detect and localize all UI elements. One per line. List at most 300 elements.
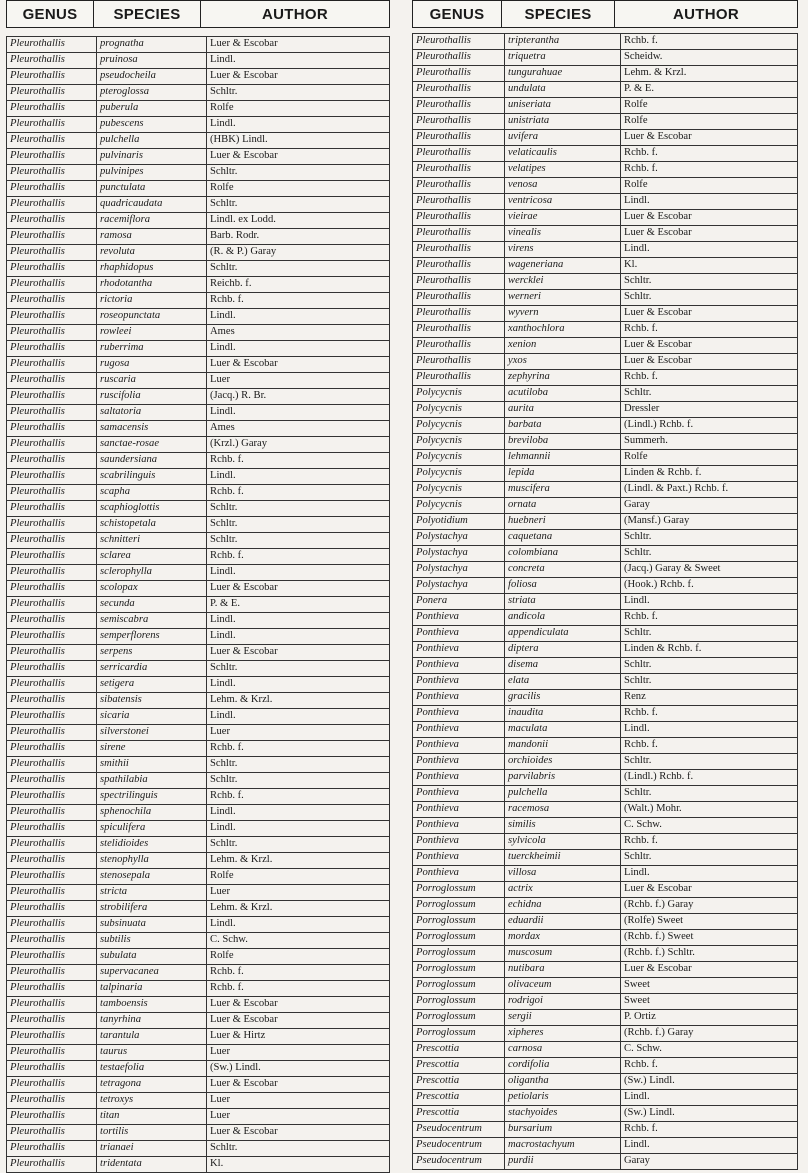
author-cell: Lindl. bbox=[210, 470, 236, 481]
table-row bbox=[413, 450, 797, 466]
table-row bbox=[413, 226, 797, 242]
author-cell: Luer & Escobar bbox=[624, 963, 692, 974]
table-row bbox=[7, 1141, 389, 1157]
genus-cell: Pleurothallis bbox=[7, 533, 97, 548]
genus-cell: Ponthieva bbox=[413, 818, 505, 833]
table-row bbox=[7, 133, 389, 149]
species-cell: trianaei bbox=[97, 1141, 207, 1156]
genus-cell: Polycycnis bbox=[413, 498, 505, 513]
table-row bbox=[413, 306, 797, 322]
table-row bbox=[413, 194, 797, 210]
table-row bbox=[7, 677, 389, 693]
genus-cell: Pleurothallis bbox=[7, 837, 97, 852]
species-cell: pulvinaris bbox=[97, 149, 207, 164]
species-cell: tanyrhina bbox=[97, 1013, 207, 1028]
species-cell: maculata bbox=[505, 722, 621, 737]
species-cell: oligantha bbox=[505, 1074, 621, 1089]
table-row bbox=[7, 1029, 389, 1045]
table-row bbox=[7, 949, 389, 965]
table-row bbox=[413, 850, 797, 866]
author-cell: (Lindl.) Rchb. f. bbox=[624, 419, 694, 430]
author-cell: Schltr. bbox=[210, 518, 238, 529]
table-row bbox=[413, 178, 797, 194]
table-row bbox=[413, 642, 797, 658]
species-cell: racemiflora bbox=[97, 213, 207, 228]
author-cell: Rolfe bbox=[624, 179, 648, 190]
species-cell: pulvinipes bbox=[97, 165, 207, 180]
table-row bbox=[7, 149, 389, 165]
table-row bbox=[7, 933, 389, 949]
species-cell: barbata bbox=[505, 418, 621, 433]
author-cell: Rchb. f. bbox=[210, 790, 244, 801]
genus-header: GENUS bbox=[413, 1, 502, 27]
species-cell: serricardia bbox=[97, 661, 207, 676]
species-cell: tetragona bbox=[97, 1077, 207, 1092]
table-row bbox=[7, 661, 389, 677]
author-cell: Linden & Rchb. f. bbox=[624, 467, 702, 478]
species-cell: venosa bbox=[505, 178, 621, 193]
table-row bbox=[413, 354, 797, 370]
species-cell: diptera bbox=[505, 642, 621, 657]
author-cell: Kl. bbox=[210, 1158, 224, 1169]
author-cell: Schltr. bbox=[210, 838, 238, 849]
genus-cell: Pleurothallis bbox=[7, 293, 97, 308]
table-row bbox=[7, 709, 389, 725]
species-cell: wyvern bbox=[505, 306, 621, 321]
table-row bbox=[413, 658, 797, 674]
author-cell: Schltr. bbox=[210, 198, 238, 209]
author-cell: Luer & Escobar bbox=[624, 307, 692, 318]
table-row bbox=[413, 498, 797, 514]
genus-cell: Pleurothallis bbox=[7, 1141, 97, 1156]
species-cell: macrostachyum bbox=[505, 1138, 621, 1153]
genus-cell: Pleurothallis bbox=[7, 581, 97, 596]
genus-cell: Pleurothallis bbox=[7, 1109, 97, 1124]
genus-cell: Porroglossum bbox=[413, 978, 505, 993]
table-row bbox=[413, 1074, 797, 1090]
author-header: AUTHOR bbox=[262, 5, 328, 23]
table-row bbox=[7, 693, 389, 709]
genus-cell: Pleurothallis bbox=[7, 933, 97, 948]
genus-cell: Pleurothallis bbox=[7, 261, 97, 276]
genus-cell: Ponthieva bbox=[413, 722, 505, 737]
genus-cell: Pleurothallis bbox=[413, 178, 505, 193]
species-cell: pruinosa bbox=[97, 53, 207, 68]
species-cell: scolopax bbox=[97, 581, 207, 596]
table-row bbox=[7, 965, 389, 981]
table-row bbox=[7, 501, 389, 517]
table-row bbox=[7, 293, 389, 309]
right-species-table bbox=[412, 33, 798, 1170]
author-cell: Rolfe bbox=[210, 182, 234, 193]
species-cell: ramosa bbox=[97, 229, 207, 244]
genus-cell: Pleurothallis bbox=[7, 1045, 97, 1060]
table-row bbox=[413, 530, 797, 546]
table-row bbox=[413, 258, 797, 274]
genus-cell: Pleurothallis bbox=[7, 709, 97, 724]
genus-cell: Pleurothallis bbox=[7, 69, 97, 84]
author-cell: Lindl. bbox=[210, 710, 236, 721]
species-cell: talpinaria bbox=[97, 981, 207, 996]
table-row bbox=[413, 738, 797, 754]
genus-cell: Pleurothallis bbox=[7, 565, 97, 580]
author-cell: Lindl. bbox=[624, 1091, 650, 1102]
table-row bbox=[413, 66, 797, 82]
table-row bbox=[413, 754, 797, 770]
species-cell: andicola bbox=[505, 610, 621, 625]
author-cell: Rchb. f. bbox=[624, 611, 658, 622]
author-cell: (R. & P.) Garay bbox=[210, 246, 277, 257]
species-cell: echidna bbox=[505, 898, 621, 913]
table-row bbox=[413, 34, 797, 50]
species-cell: ruscifolia bbox=[97, 389, 207, 404]
table-row bbox=[7, 181, 389, 197]
genus-cell: Pleurothallis bbox=[7, 357, 97, 372]
genus-cell: Pleurothallis bbox=[413, 130, 505, 145]
author-cell: Schltr. bbox=[624, 387, 652, 398]
species-cell: ruberrima bbox=[97, 341, 207, 356]
author-cell: Rchb. f. bbox=[624, 323, 658, 334]
table-row bbox=[413, 482, 797, 498]
table-row bbox=[7, 37, 389, 53]
species-cell: subtilis bbox=[97, 933, 207, 948]
species-cell: rhodotantha bbox=[97, 277, 207, 292]
table-row bbox=[7, 197, 389, 213]
right-column-block bbox=[412, 0, 798, 1166]
table-row bbox=[413, 818, 797, 834]
genus-cell: Ponthieva bbox=[413, 610, 505, 625]
author-cell: Ames bbox=[210, 422, 235, 433]
genus-cell: Polycycnis bbox=[413, 402, 505, 417]
table-row bbox=[7, 1109, 389, 1125]
species-cell: stenophylla bbox=[97, 853, 207, 868]
table-row bbox=[413, 802, 797, 818]
genus-cell: Pleurothallis bbox=[7, 213, 97, 228]
author-cell: (Mansf.) Garay bbox=[624, 515, 690, 526]
author-cell: Luer & Escobar bbox=[624, 131, 692, 142]
genus-cell: Pleurothallis bbox=[7, 629, 97, 644]
species-cell: tarantula bbox=[97, 1029, 207, 1044]
author-cell: Schltr. bbox=[210, 758, 238, 769]
table-row bbox=[7, 325, 389, 341]
table-row bbox=[7, 869, 389, 885]
author-cell: Lindl. bbox=[624, 243, 650, 254]
author-cell: Luer & Escobar bbox=[210, 998, 278, 1009]
author-cell: Rchb. f. bbox=[210, 454, 244, 465]
genus-cell: Pleurothallis bbox=[7, 229, 97, 244]
table-row bbox=[413, 898, 797, 914]
genus-cell: Pseudocentrum bbox=[413, 1154, 505, 1169]
genus-cell: Pleurothallis bbox=[7, 37, 97, 52]
author-cell: Rolfe bbox=[624, 451, 648, 462]
genus-cell: Pleurothallis bbox=[413, 306, 505, 321]
genus-cell: Polycycnis bbox=[413, 434, 505, 449]
author-cell: Lindl. bbox=[210, 310, 236, 321]
genus-cell: Polycycnis bbox=[413, 386, 505, 401]
author-cell: Rolfe bbox=[624, 99, 648, 110]
author-cell: Rolfe bbox=[624, 115, 648, 126]
species-cell: vieirae bbox=[505, 210, 621, 225]
author-cell: Schltr. bbox=[210, 502, 238, 513]
author-cell: Scheidw. bbox=[624, 51, 663, 62]
species-cell: ornata bbox=[505, 498, 621, 513]
genus-cell: Prescottia bbox=[413, 1042, 505, 1057]
genus-cell: Pleurothallis bbox=[7, 997, 97, 1012]
genus-cell: Pleurothallis bbox=[7, 645, 97, 660]
genus-cell: Pleurothallis bbox=[7, 1029, 97, 1044]
species-cell: sylvicola bbox=[505, 834, 621, 849]
genus-cell: Pleurothallis bbox=[413, 258, 505, 273]
genus-cell: Polystachya bbox=[413, 578, 505, 593]
author-cell: (Hook.) Rchb. f. bbox=[624, 579, 694, 590]
table-row bbox=[413, 994, 797, 1010]
species-cell: rugosa bbox=[97, 357, 207, 372]
genus-cell: Polyotidium bbox=[413, 514, 505, 529]
genus-cell: Pleurothallis bbox=[7, 885, 97, 900]
genus-cell: Prescottia bbox=[413, 1090, 505, 1105]
table-row bbox=[7, 773, 389, 789]
author-cell: Lindl. bbox=[210, 806, 236, 817]
species-cell: acutiloba bbox=[505, 386, 621, 401]
species-cell: spectrilinguis bbox=[97, 789, 207, 804]
author-cell: Rchb. f. bbox=[624, 35, 658, 46]
author-cell: C. Schw. bbox=[624, 819, 662, 830]
author-cell: Sweet bbox=[624, 995, 650, 1006]
author-cell: Schltr. bbox=[210, 1142, 238, 1153]
species-cell: puberula bbox=[97, 101, 207, 116]
species-cell: uvifera bbox=[505, 130, 621, 145]
table-row bbox=[413, 146, 797, 162]
author-cell: Rchb. f. bbox=[624, 1059, 658, 1070]
genus-cell: Pleurothallis bbox=[413, 114, 505, 129]
table-row bbox=[413, 1026, 797, 1042]
genus-cell: Prescottia bbox=[413, 1074, 505, 1089]
author-cell: Rchb. f. bbox=[210, 486, 244, 497]
table-row bbox=[413, 706, 797, 722]
author-cell: Lindl. bbox=[210, 406, 236, 417]
table-row bbox=[413, 82, 797, 98]
table-row bbox=[7, 981, 389, 997]
author-cell: Rchb. f. bbox=[624, 707, 658, 718]
author-cell: Lindl. bbox=[624, 195, 650, 206]
author-cell: Rolfe bbox=[210, 102, 234, 113]
author-cell: Rchb. f. bbox=[210, 550, 244, 561]
genus-cell: Pleurothallis bbox=[7, 661, 97, 676]
genus-cell: Pleurothallis bbox=[7, 197, 97, 212]
table-row bbox=[413, 962, 797, 978]
table-row bbox=[7, 213, 389, 229]
species-cell: tamboensis bbox=[97, 997, 207, 1012]
table-row bbox=[413, 834, 797, 850]
author-cell: Dressler bbox=[624, 403, 660, 414]
species-cell: lepida bbox=[505, 466, 621, 481]
author-cell: Rchb. f. bbox=[624, 835, 658, 846]
species-cell: pulchella bbox=[505, 786, 621, 801]
table-row bbox=[7, 581, 389, 597]
table-row bbox=[7, 821, 389, 837]
genus-cell: Ponthieva bbox=[413, 658, 505, 673]
species-cell: racemosa bbox=[505, 802, 621, 817]
species-cell: sanctae-rosae bbox=[97, 437, 207, 452]
author-cell: Lindl. bbox=[210, 822, 236, 833]
genus-cell: Pleurothallis bbox=[413, 322, 505, 337]
author-cell: Lehm. & Krzl. bbox=[210, 902, 273, 913]
species-cell: stelidioides bbox=[97, 837, 207, 852]
species-cell: petiolaris bbox=[505, 1090, 621, 1105]
table-row bbox=[413, 1122, 797, 1138]
species-cell: nutibara bbox=[505, 962, 621, 977]
author-cell: (Rchb. f.) Garay bbox=[624, 899, 694, 910]
species-cell: silverstonei bbox=[97, 725, 207, 740]
left-species-table bbox=[6, 36, 390, 1173]
author-cell: Schltr. bbox=[624, 755, 652, 766]
table-row bbox=[413, 242, 797, 258]
table-row bbox=[413, 98, 797, 114]
author-cell: Luer & Escobar bbox=[210, 1078, 278, 1089]
genus-cell: Ponthieva bbox=[413, 850, 505, 865]
species-cell: vinealis bbox=[505, 226, 621, 241]
species-cell: inaudita bbox=[505, 706, 621, 721]
genus-cell: Polycycnis bbox=[413, 482, 505, 497]
author-cell: Lindl. bbox=[210, 630, 236, 641]
table-row bbox=[413, 674, 797, 690]
species-cell: concreta bbox=[505, 562, 621, 577]
species-cell: semiscabra bbox=[97, 613, 207, 628]
species-cell: scabrilinguis bbox=[97, 469, 207, 484]
table-row bbox=[7, 389, 389, 405]
author-cell: Luer bbox=[210, 1110, 230, 1121]
genus-cell: Pleurothallis bbox=[7, 693, 97, 708]
species-cell: breviloba bbox=[505, 434, 621, 449]
table-row bbox=[7, 469, 389, 485]
author-cell: Luer & Escobar bbox=[624, 227, 692, 238]
species-cell: rodrigoi bbox=[505, 994, 621, 1009]
author-cell: P. Ortiz bbox=[624, 1011, 656, 1022]
table-row bbox=[7, 533, 389, 549]
genus-cell: Pleurothallis bbox=[7, 757, 97, 772]
species-cell: similis bbox=[505, 818, 621, 833]
species-cell: zephyrina bbox=[505, 370, 621, 385]
genus-cell: Pleurothallis bbox=[7, 485, 97, 500]
table-row bbox=[7, 69, 389, 85]
author-cell: Schltr. bbox=[624, 275, 652, 286]
table-row bbox=[413, 690, 797, 706]
table-row bbox=[7, 997, 389, 1013]
table-row bbox=[413, 514, 797, 530]
author-cell: Schltr. bbox=[210, 662, 238, 673]
genus-cell: Pleurothallis bbox=[7, 549, 97, 564]
author-cell: Luer & Escobar bbox=[210, 582, 278, 593]
genus-cell: Ponthieva bbox=[413, 642, 505, 657]
species-cell: villosa bbox=[505, 866, 621, 881]
species-cell: scapha bbox=[97, 485, 207, 500]
genus-cell: Pleurothallis bbox=[7, 949, 97, 964]
author-cell: (HBK) Lindl. bbox=[210, 134, 268, 145]
table-row bbox=[7, 1061, 389, 1077]
author-cell: (Jacq.) R. Br. bbox=[210, 390, 267, 401]
genus-cell: Ponthieva bbox=[413, 866, 505, 881]
genus-cell: Ponthieva bbox=[413, 674, 505, 689]
genus-cell: Pleurothallis bbox=[413, 354, 505, 369]
genus-cell: Prescottia bbox=[413, 1106, 505, 1121]
table-row bbox=[7, 1013, 389, 1029]
species-cell: schistopetala bbox=[97, 517, 207, 532]
author-cell: Lindl. bbox=[210, 918, 236, 929]
genus-cell: Pleurothallis bbox=[7, 437, 97, 452]
species-cell: schnitteri bbox=[97, 533, 207, 548]
author-cell: Summerh. bbox=[624, 435, 668, 446]
table-row bbox=[7, 261, 389, 277]
genus-cell: Pleurothallis bbox=[7, 965, 97, 980]
genus-cell: Pleurothallis bbox=[7, 773, 97, 788]
author-cell: Schltr. bbox=[624, 851, 652, 862]
species-cell: ruscaria bbox=[97, 373, 207, 388]
genus-cell: Pleurothallis bbox=[7, 469, 97, 484]
species-cell: muscifera bbox=[505, 482, 621, 497]
genus-cell: Pleurothallis bbox=[7, 1125, 97, 1140]
species-cell: revoluta bbox=[97, 245, 207, 260]
genus-cell: Pleurothallis bbox=[7, 421, 97, 436]
genus-cell: Porroglossum bbox=[413, 914, 505, 929]
genus-cell: Pleurothallis bbox=[413, 290, 505, 305]
table-row bbox=[7, 629, 389, 645]
species-cell: stricta bbox=[97, 885, 207, 900]
author-cell: Lindl. bbox=[210, 342, 236, 353]
table-row bbox=[7, 437, 389, 453]
genus-cell: Pleurothallis bbox=[7, 805, 97, 820]
author-cell: Luer bbox=[210, 1046, 230, 1057]
author-cell: Reichb. f. bbox=[210, 278, 252, 289]
genus-cell: Pleurothallis bbox=[7, 613, 97, 628]
author-cell: Lehm. & Krzl. bbox=[210, 854, 273, 865]
species-cell: caquetana bbox=[505, 530, 621, 545]
author-cell: (Rchb. f.) Garay bbox=[624, 1027, 694, 1038]
species-cell: eduardii bbox=[505, 914, 621, 929]
author-cell: Luer & Escobar bbox=[210, 38, 278, 49]
genus-cell: Pleurothallis bbox=[7, 981, 97, 996]
author-cell: Kl. bbox=[624, 259, 638, 270]
table-row bbox=[7, 373, 389, 389]
species-cell: undulata bbox=[505, 82, 621, 97]
author-cell: Garay bbox=[624, 1155, 650, 1166]
table-row bbox=[7, 1093, 389, 1109]
author-cell: Lindl. bbox=[210, 678, 236, 689]
genus-cell: Pleurothallis bbox=[413, 34, 505, 49]
author-cell: Luer bbox=[210, 886, 230, 897]
genus-cell: Pleurothallis bbox=[7, 501, 97, 516]
table-row bbox=[7, 837, 389, 853]
table-row bbox=[7, 245, 389, 261]
author-cell: Lindl. bbox=[624, 867, 650, 878]
species-cell: supervacanea bbox=[97, 965, 207, 980]
author-cell: (Rchb. f.) Schltr. bbox=[624, 947, 695, 958]
table-row bbox=[7, 645, 389, 661]
table-row bbox=[413, 786, 797, 802]
author-cell: Rchb. f. bbox=[210, 966, 244, 977]
species-cell: tortilis bbox=[97, 1125, 207, 1140]
species-cell: tripterantha bbox=[505, 34, 621, 49]
table-row bbox=[413, 546, 797, 562]
genus-cell: Pleurothallis bbox=[7, 309, 97, 324]
species-cell: roseopunctata bbox=[97, 309, 207, 324]
genus-cell: Ponthieva bbox=[413, 738, 505, 753]
author-cell: Luer & Escobar bbox=[624, 339, 692, 350]
table-row bbox=[413, 1058, 797, 1074]
genus-cell: Pleurothallis bbox=[7, 725, 97, 740]
table-row bbox=[7, 453, 389, 469]
table-row bbox=[7, 549, 389, 565]
genus-cell: Pleurothallis bbox=[413, 338, 505, 353]
